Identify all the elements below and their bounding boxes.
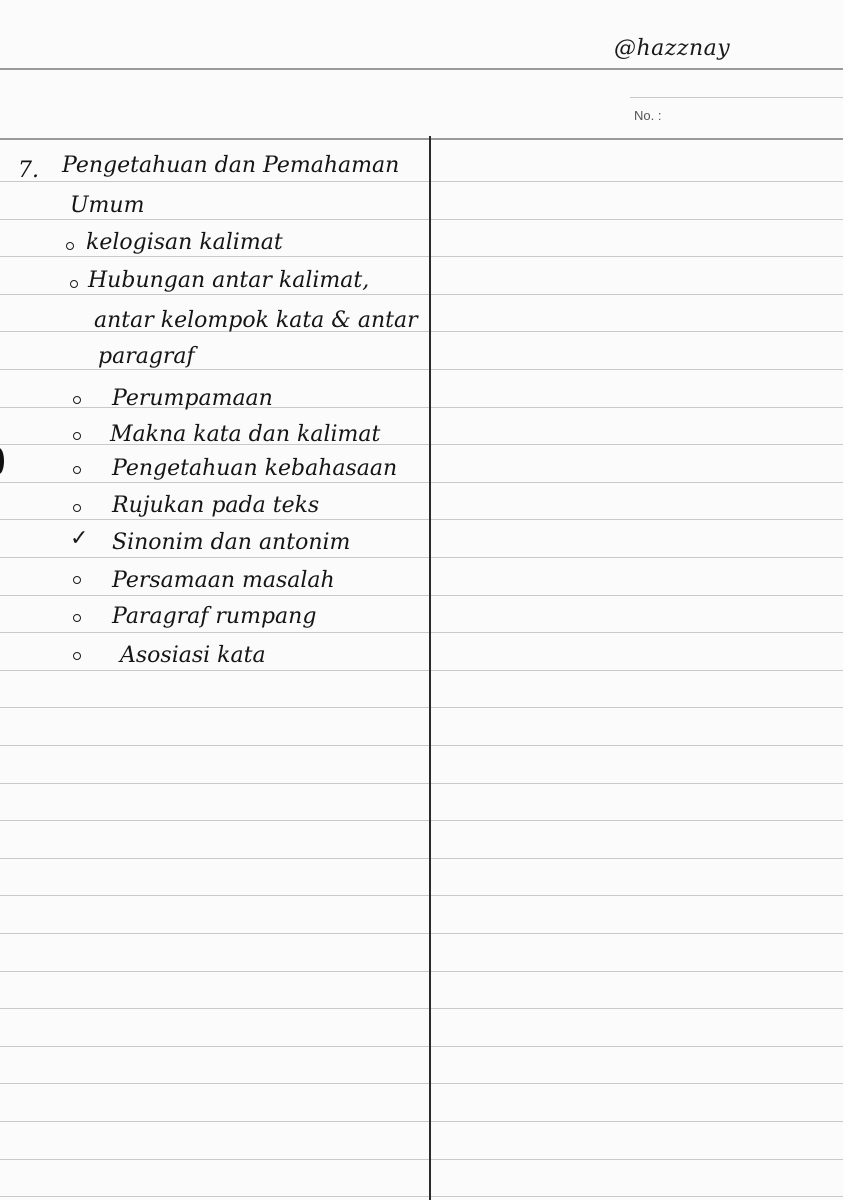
author-tag: @hazznay bbox=[614, 36, 731, 61]
note-item-text: kelogisan kalimat bbox=[86, 230, 283, 255]
note-item-text: antar kelompok kata & antar bbox=[94, 308, 418, 333]
note-item-text: Makna kata dan kalimat bbox=[110, 422, 381, 447]
bullet-circle-icon bbox=[70, 280, 78, 288]
ruled-line bbox=[0, 632, 843, 633]
ruled-line bbox=[0, 595, 843, 596]
ruled-line bbox=[0, 858, 843, 859]
ruled-line bbox=[0, 1196, 843, 1197]
ruled-line bbox=[0, 670, 843, 671]
note-item-text: paragraf bbox=[98, 344, 195, 369]
ruled-line bbox=[0, 971, 843, 972]
ruled-line bbox=[0, 745, 843, 746]
margin-line bbox=[429, 136, 431, 1200]
note-item-text: Hubungan antar kalimat, bbox=[88, 268, 370, 293]
ruled-line bbox=[0, 557, 843, 558]
checkmark-icon: ✓ bbox=[70, 526, 89, 551]
ruled-line bbox=[0, 1159, 843, 1160]
ruled-line bbox=[0, 1008, 843, 1009]
section-number: 7. bbox=[18, 158, 39, 183]
bullet-circle-icon bbox=[73, 396, 81, 404]
header-rule bbox=[0, 68, 843, 70]
note-item-text: Sinonim dan antonim bbox=[112, 530, 351, 555]
ruled-line bbox=[0, 933, 843, 934]
bullet-circle-icon bbox=[73, 576, 81, 584]
ruled-line bbox=[0, 294, 843, 295]
ruled-line bbox=[0, 1083, 843, 1084]
ruled-line bbox=[0, 482, 843, 483]
section-heading-line-1: Pengetahuan dan Pemahaman bbox=[62, 153, 400, 178]
ruled-line bbox=[0, 1121, 843, 1122]
note-item-text: Persamaan masalah bbox=[112, 568, 335, 593]
note-item-text: Perumpamaan bbox=[112, 386, 273, 411]
bullet-circle-icon bbox=[73, 466, 81, 474]
ruled-line bbox=[0, 256, 843, 257]
ruled-line bbox=[0, 707, 843, 708]
note-item-text: Rujukan pada teks bbox=[112, 493, 320, 518]
bullet-circle-icon bbox=[73, 614, 81, 622]
ruled-line bbox=[0, 219, 843, 220]
ruled-line bbox=[0, 369, 843, 370]
note-item-text: Asosiasi kata bbox=[120, 643, 266, 668]
ruled-line bbox=[0, 895, 843, 896]
section-heading-line-2: Umum bbox=[70, 193, 145, 218]
ruled-line bbox=[0, 1046, 843, 1047]
bullet-circle-icon bbox=[73, 432, 81, 440]
number-rule bbox=[630, 97, 843, 98]
bullet-circle-icon bbox=[66, 242, 74, 250]
ruled-line bbox=[0, 783, 843, 784]
ruled-line bbox=[0, 820, 843, 821]
bullet-circle-icon bbox=[73, 504, 81, 512]
header-rule bbox=[0, 138, 843, 140]
note-item-text: Pengetahuan kebahasaan bbox=[112, 456, 398, 481]
bullet-circle-icon bbox=[73, 652, 81, 660]
note-item-text: Paragraf rumpang bbox=[112, 604, 317, 629]
ruled-line bbox=[0, 181, 843, 182]
ruled-line bbox=[0, 519, 843, 520]
page-number-label: No. : bbox=[634, 108, 662, 123]
